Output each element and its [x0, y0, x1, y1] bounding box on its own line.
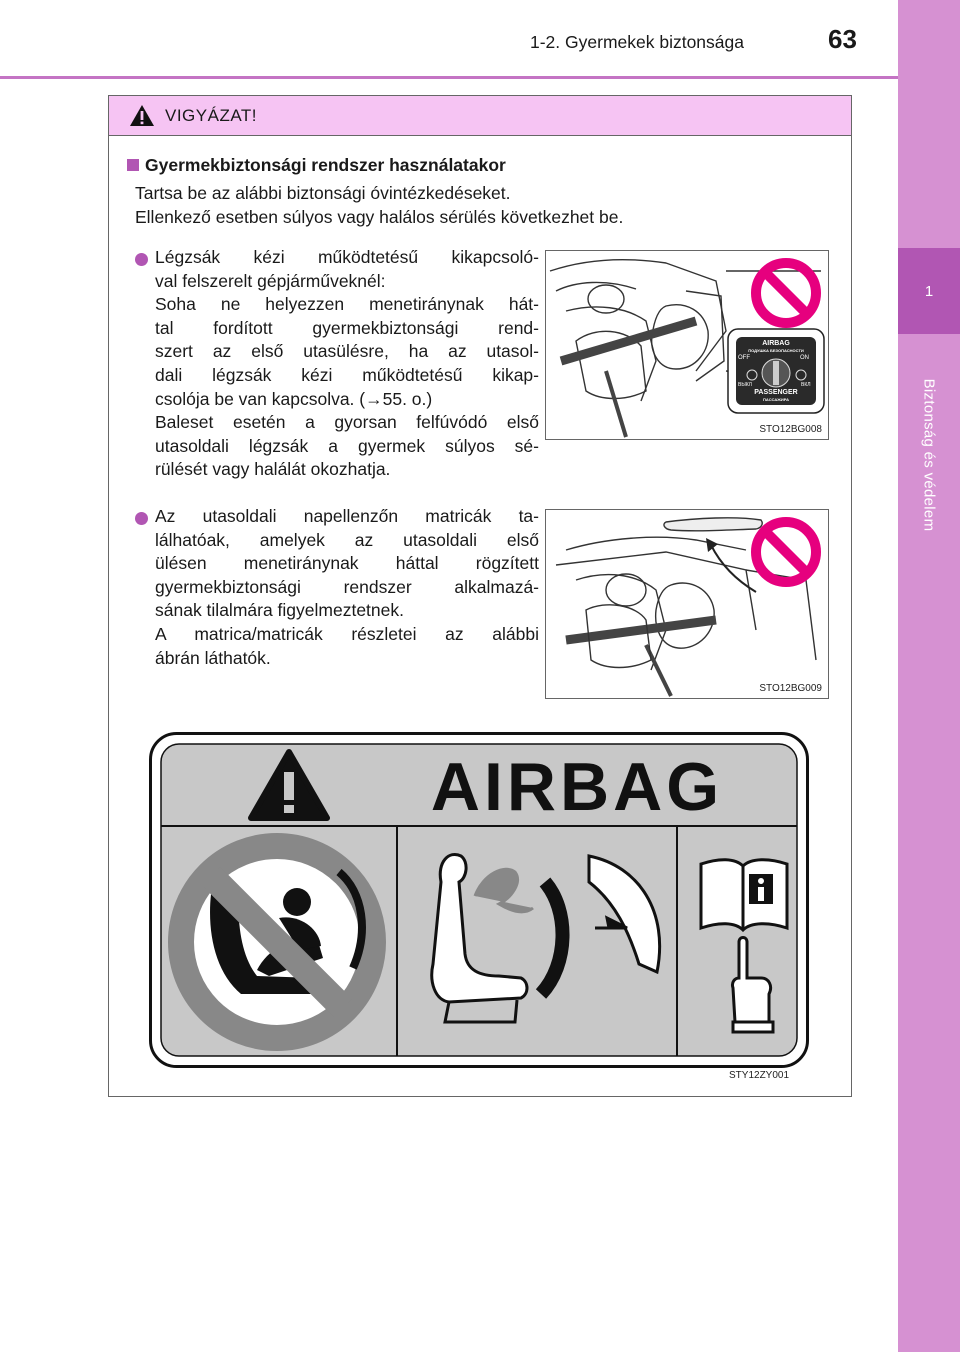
prohibition-icon [756, 263, 816, 323]
switch-on-ru-label: ВКЛ [801, 382, 811, 388]
warning-label: VIGYÁZAT! [165, 105, 258, 125]
prohibition-icon [756, 522, 816, 582]
warning-triangle-icon [129, 104, 155, 127]
chapter-side-tab [898, 0, 960, 1352]
airbag-warning-label-figure [149, 732, 809, 1068]
sticker-title: AIRBAG [430, 749, 724, 825]
page-number: 63 [828, 24, 857, 54]
figure-code: STO12BG009 [759, 683, 822, 694]
warning-header [109, 96, 851, 136]
figure-airbag-switch [545, 250, 829, 440]
intro-line: Tartsa be az alábbi biztonsági óvintézkedéseket. [135, 183, 511, 203]
switch-on-label: ON [800, 355, 809, 361]
chapter-number-box [898, 248, 960, 334]
figure-code: STO12BG008 [759, 424, 822, 435]
square-bullet-icon [127, 159, 139, 171]
bullet-dot-icon [135, 253, 148, 266]
warning-box [108, 95, 852, 1097]
chapter-number: 1 [924, 282, 934, 300]
airbag-sticker [149, 732, 809, 1068]
bullet1-text: Légzsák kézi működtetésű kikapcsoló- val felszerelt gépjárműveknél: Soha ne helyezzen menetiránynak hát- tal fordított gyermekbiztonsági rend- szert az első utasülésre, ha az utasol- dali légzsák kézi működtetésű kikap- csolója be van kapcsolva. (→55. o.) Baleset esetén a gyorsan felfúvódó első utasoldali légzsák a gyermek súlyos sé- rülését vagy halálát okozhatja. [155, 247, 539, 480]
figure-sun-visor [545, 509, 829, 699]
warning-intro [135, 182, 835, 229]
switch-off-label: OFF [738, 355, 750, 361]
chapter-title: Biztonság és védelem [920, 378, 938, 532]
section-title: 1-2. Gyermekek biztonsága [530, 32, 744, 52]
no-rear-facing-seat-icon [181, 846, 373, 1038]
figure-code: STY12ZY001 [729, 1070, 790, 1081]
intro-line: Ellenkező esetben súlyos vagy halálos sérülés következhet be. [135, 206, 624, 227]
switch-off-ru-label: ВЫКЛ [738, 382, 752, 388]
warning-heading: Gyermekbiztonsági rendszer használatakor [127, 154, 506, 178]
airbag-switch-label: AIRBAG ПОДУШКА БЕЗОПАСНОСТИ [748, 340, 804, 353]
header-rule [0, 76, 898, 79]
passenger-label: PASSENGER ПАССАЖИРА [754, 389, 798, 402]
bullet-dot-icon [135, 512, 148, 525]
manual-book-icon [701, 860, 787, 930]
bullet2-text: Az utasoldali napellenzőn matricák ta- lálhatóak, amelyek az utasoldali első ülésen menetiránynak háttal rögzített gyermekbiztonsági rendszer alkalmazá- sának tilalmára figyelmeztetnek. A matrica/matricák részletei az alábbi ábrán láthatók. [155, 506, 539, 668]
sun-visor-illustration [546, 510, 828, 698]
